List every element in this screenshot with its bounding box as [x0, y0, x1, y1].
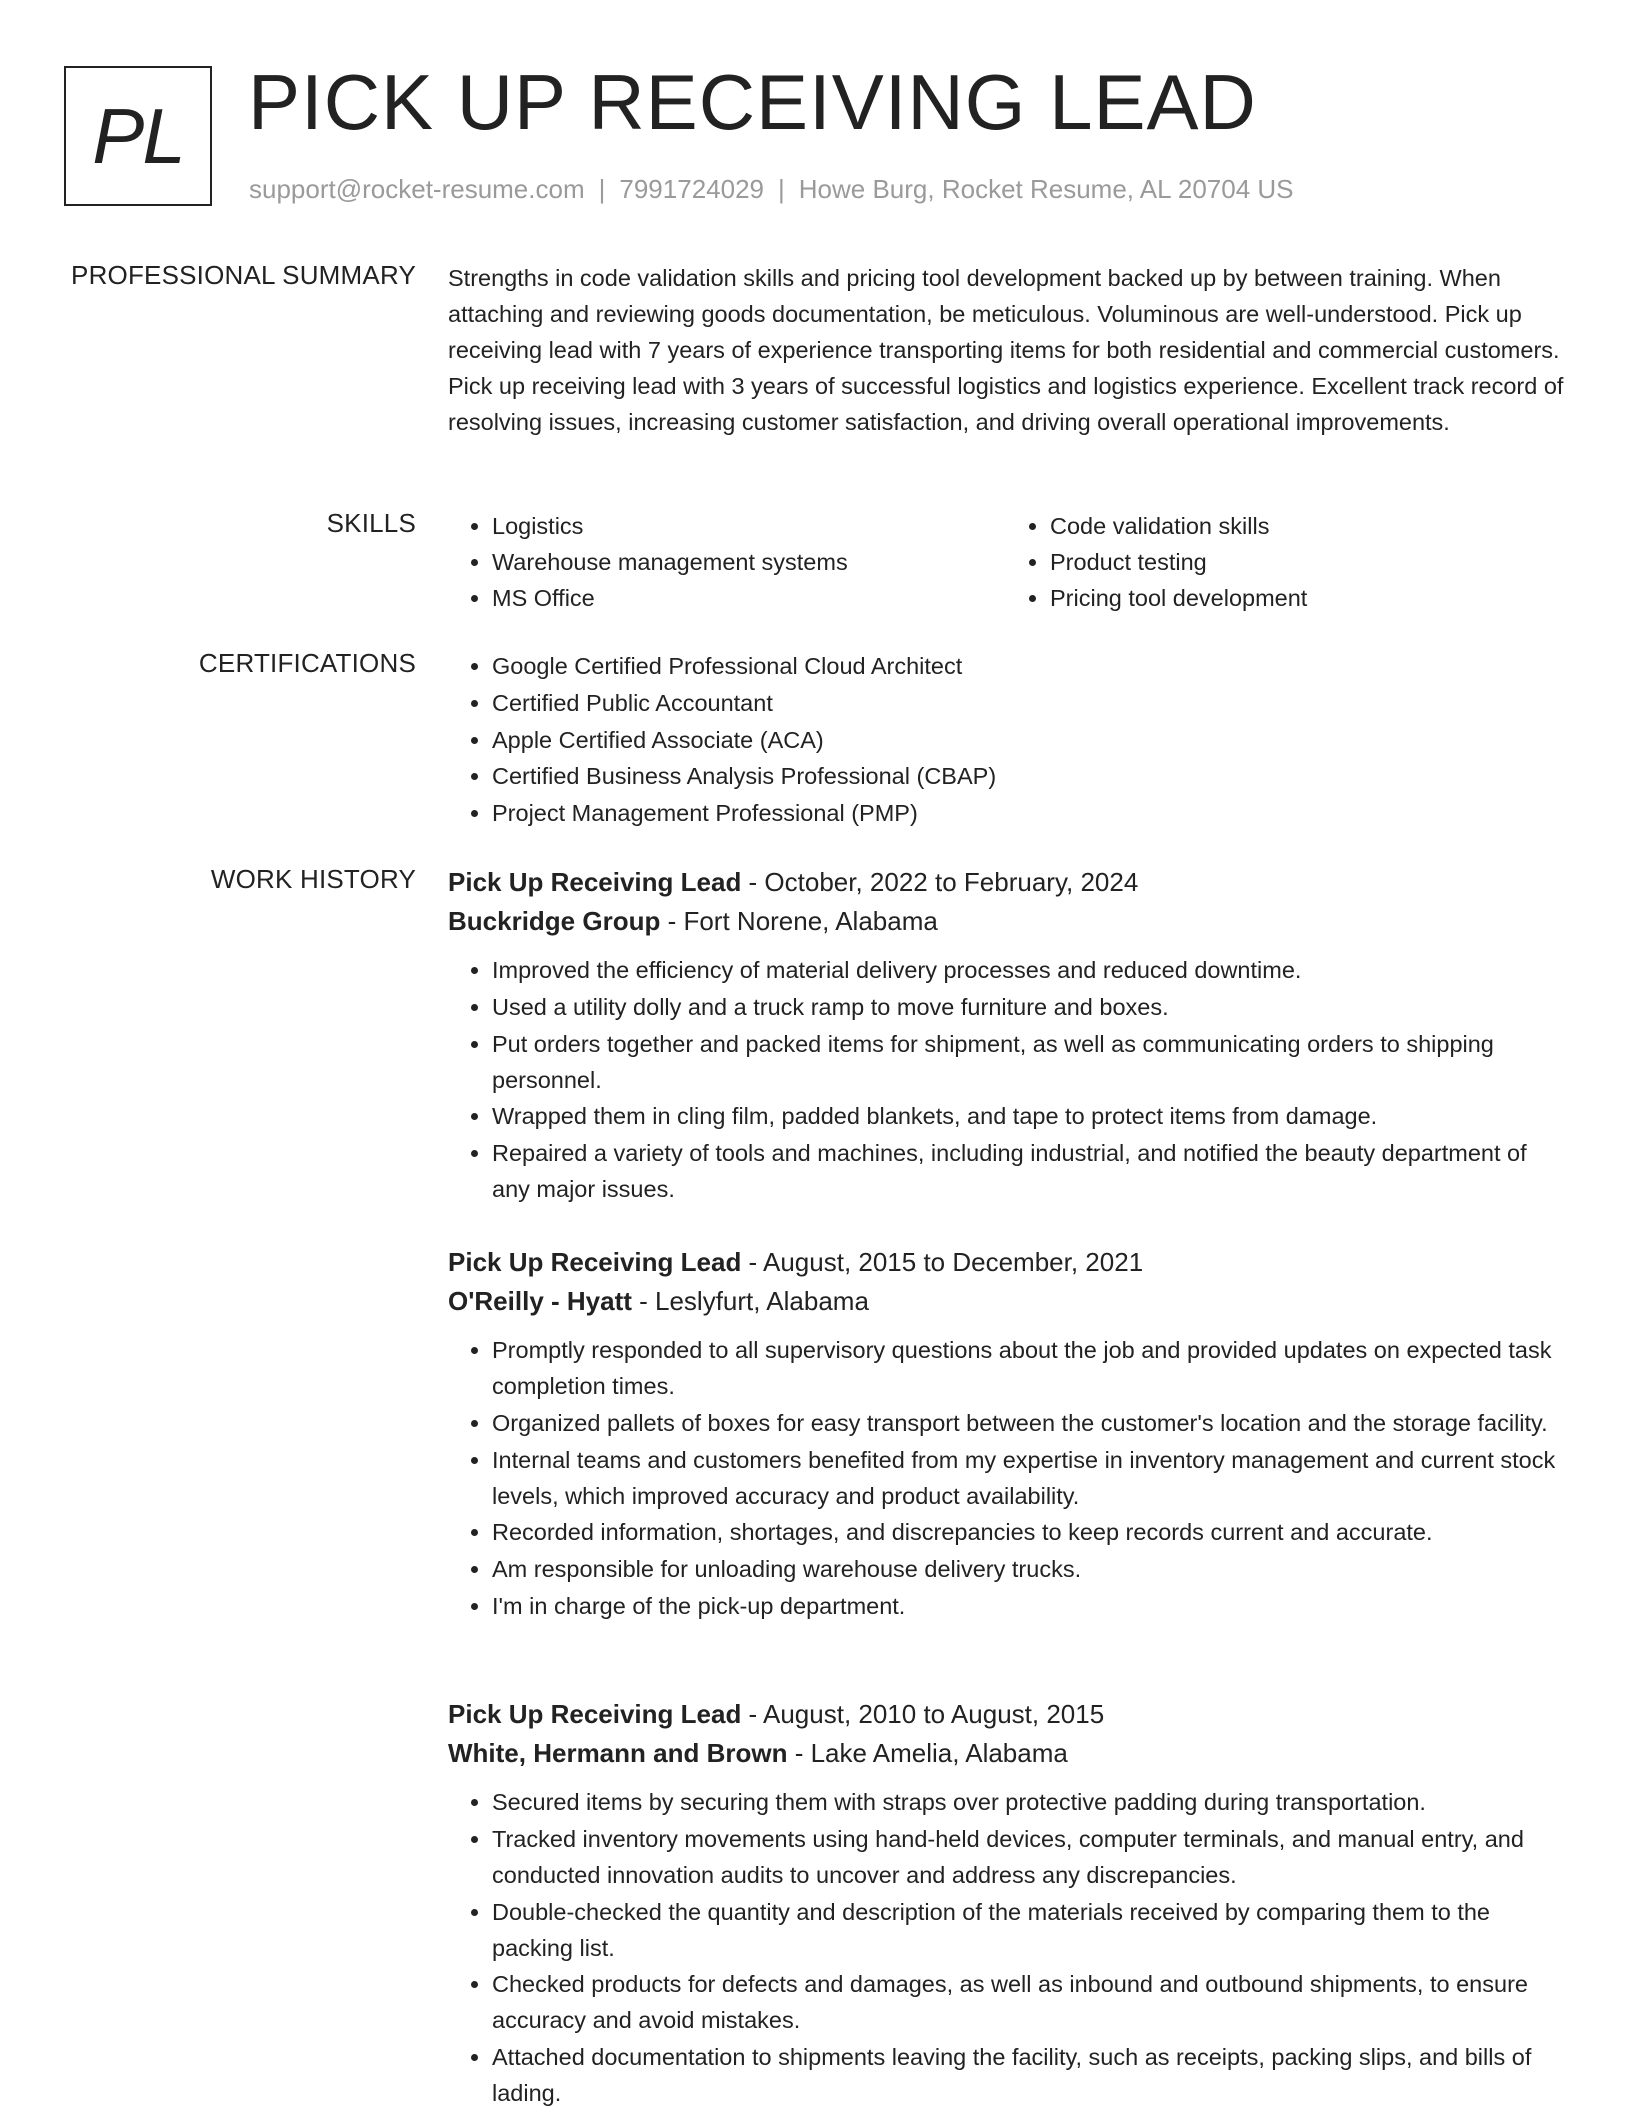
job-bullet: • Organized pallets of boxes for easy transport between the customer's location and the storage facility.	[492, 1405, 1564, 1441]
skill-item: • Product testing	[1050, 544, 1564, 580]
skill-item: • Pricing tool development	[1050, 580, 1564, 616]
job-company: Buckridge Group	[448, 906, 661, 936]
section-label-skills: SKILLS	[326, 508, 416, 538]
skills-column-2	[1006, 508, 1564, 616]
job-bullets	[448, 1332, 1564, 1624]
certification-item: • Apple Certified Associate (ACA)	[492, 722, 1564, 758]
job-entry	[448, 1242, 1564, 1625]
job-bullet: • Put orders together and packed items for shipment, as well as communicating orders to shipping personnel.	[492, 1026, 1564, 1098]
section-label-certifications: CERTIFICATIONS	[198, 648, 416, 678]
job-bullets	[448, 952, 1564, 1207]
skill-item: • MS Office	[492, 580, 1006, 616]
job-bullet: • Wrapped them in cling film, padded blankets, and tape to protect items from damage.	[492, 1098, 1564, 1134]
job-bullet: • Secured items by securing them with straps over protective padding during transportation.	[492, 1784, 1564, 1820]
contact-line	[249, 174, 1294, 205]
job-company: White, Hermann and Brown	[448, 1738, 788, 1768]
job-title: Pick Up Receiving Lead	[448, 1247, 742, 1277]
section-label-work-history: WORK HISTORY	[210, 864, 416, 894]
contact-separator: |	[598, 174, 606, 204]
certification-item: • Certified Public Accountant	[492, 685, 1564, 721]
job-company-line	[448, 902, 1564, 940]
job-location: - Fort Norene, Alabama	[660, 906, 938, 936]
job-entry	[448, 1694, 1564, 2112]
job-title: Pick Up Receiving Lead	[448, 1699, 742, 1729]
job-bullet: • Internal teams and customers benefited from my expertise in inventory management and current stock levels, which improved accuracy and product availability.	[492, 1442, 1564, 1514]
job-bullet: • Used a utility dolly and a truck ramp to move furniture and boxes.	[492, 989, 1564, 1025]
address: Howe Burg, Rocket Resume, AL 20704 US	[798, 174, 1294, 204]
job-title-line	[448, 862, 1564, 902]
certification-item: • Google Certified Professional Cloud Architect	[492, 648, 1564, 684]
job-dates: - August, 2010 to August, 2015	[741, 1699, 1105, 1729]
skill-item: • Code validation skills	[1050, 508, 1564, 544]
job-title-line	[448, 1694, 1564, 1734]
job-company-line	[448, 1282, 1564, 1320]
section-label-summary: PROFESSIONAL SUMMARY	[71, 260, 416, 290]
job-bullet: • Checked products for defects and damages, as well as inbound and outbound shipments, to ensure accuracy and avoid mistakes.	[492, 1966, 1564, 2038]
skills-list	[448, 508, 1564, 616]
job-bullets	[448, 1784, 1564, 2111]
job-bullet: • Double-checked the quantity and description of the materials received by comparing them to the packing list.	[492, 1894, 1564, 1966]
job-bullet: • Repaired a variety of tools and machines, including industrial, and notified the beauty department of any major issues.	[492, 1135, 1564, 1207]
job-entry	[448, 862, 1564, 1208]
contact-separator: |	[778, 174, 785, 204]
skills-column-1	[448, 508, 1006, 616]
job-dates: - August, 2015 to December, 2021	[741, 1247, 1144, 1277]
certification-item: • Project Management Professional (PMP)	[492, 795, 1564, 831]
skill-item: • Logistics	[492, 508, 1006, 544]
email-link[interactable]: support@rocket-resume.com	[249, 174, 585, 204]
job-location: - Leslyfurt, Alabama	[631, 1286, 869, 1316]
job-bullet: • Attached documentation to shipments leaving the facility, such as receipts, packing slips, and bills of lading.	[492, 2039, 1564, 2111]
job-title-line	[448, 1242, 1564, 1282]
job-bullet: • Promptly responded to all supervisory questions about the job and provided updates on expected task completion times.	[492, 1332, 1564, 1404]
professional-summary-text: Strengths in code validation skills and pricing tool development backed up by between training. When attaching and reviewing goods documentation, be meticulous. Voluminous are well-understood. Pick up receiving lead with 7 years of experience transporting items for both residential and commercial customers. Pick up receiving lead with 3 years of successful logistics and logistics experience. Excellent track record of resolving issues, increasing customer satisfaction, and driving overall operational improvements.	[448, 265, 1564, 435]
resume-title: PICK UP RECEIVING LEAD	[248, 58, 1257, 146]
job-company-line	[448, 1734, 1564, 1772]
job-bullet: • Improved the efficiency of material delivery processes and reduced downtime.	[492, 952, 1564, 988]
job-title: Pick Up Receiving Lead	[448, 867, 742, 897]
certifications-list	[448, 648, 1564, 832]
job-bullet: • Recorded information, shortages, and discrepancies to keep records current and accurate.	[492, 1514, 1564, 1550]
certification-item: • Certified Business Analysis Professional (CBAP)	[492, 758, 1564, 794]
monogram-initials: PL	[64, 66, 212, 206]
job-bullet: • Tracked inventory movements using hand-held devices, computer terminals, and manual entry, and conducted innovation audits to uncover and address any discrepancies.	[492, 1821, 1564, 1893]
phone-number: 7991724029	[619, 174, 764, 204]
job-bullet: • I'm in charge of the pick-up department.	[492, 1588, 1564, 1624]
skill-item: • Warehouse management systems	[492, 544, 1006, 580]
job-bullet: • Am responsible for unloading warehouse delivery trucks.	[492, 1551, 1564, 1587]
job-company: O'Reilly - Hyatt	[448, 1286, 632, 1316]
job-location: - Lake Amelia, Alabama	[787, 1738, 1068, 1768]
job-dates: - October, 2022 to February, 2024	[741, 867, 1139, 897]
